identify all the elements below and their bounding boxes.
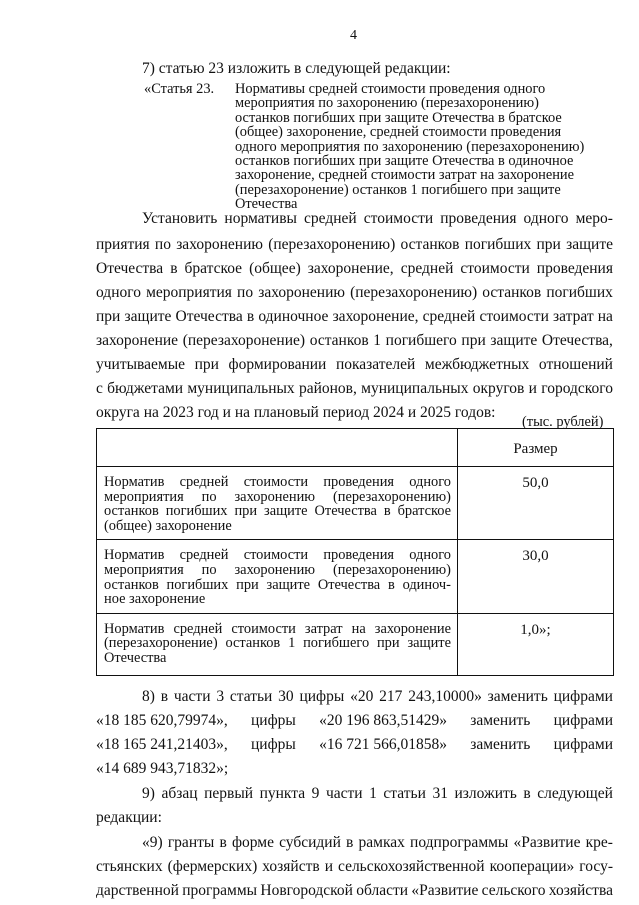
paragraph-line: учитываемые при формировании показателей межбюджетных отношений (96, 356, 613, 373)
paragraph-line: приятия по захоронению (перезахоронению) останков погибших при защите (96, 236, 613, 253)
norm-line: (общее) захоронение (104, 517, 232, 534)
item7-intro: 7) статью 23 изложить в следующей редакции: (142, 60, 451, 77)
paragraph-line: округа на 2023 год и на плановый период 2024 и 2025 годов: (96, 404, 496, 421)
article-title (235, 82, 595, 212)
article-title-line: Нормативы средней стоимости проведения одного (235, 81, 546, 97)
table-row (97, 540, 614, 613)
table-unit: (тыс. рублей) (522, 414, 604, 430)
item8-line: «14 689 943,71832»; (96, 760, 229, 777)
paragraph-line: Установить нормативы средней стоимости проведения одного меро- (142, 210, 613, 227)
norm-line: мероприятия по захоронению (перезахоронению) (104, 561, 451, 578)
page-number: 4 (350, 28, 357, 43)
item9-line: редакции: (96, 809, 162, 826)
norm-value: 1,0»; (520, 621, 551, 638)
norm-line: останков погибших при защите Отечества в братское (104, 503, 451, 520)
table-header-cell (458, 429, 614, 467)
norm-value: 50,0 (522, 475, 549, 491)
paragraph-line: с бюджетами муниципальных районов, муниципальных округов и городского (96, 380, 613, 397)
table-row (97, 467, 614, 540)
table-header-cell (97, 429, 458, 467)
paragraph-line: при защите Отечества в одиночное захоронение, средней стоимости затрат на (96, 308, 613, 325)
item8-line: «18 185 620,79974», цифры «20 196 863,51429» заменить цифрами (96, 712, 613, 729)
paragraph-line: захоронение (перезахоронение) останков 1 погибшего при защите Отечества, (96, 332, 613, 349)
norm-line: (перезахоронение) останков 1 погибшего при защите (104, 635, 451, 652)
item8-line: «18 165 241,21403», цифры «16 721 566,01858» заменить цифрами (96, 736, 613, 753)
article-title-line: захоронение, средней стоимости затрат на захоронение (235, 167, 575, 184)
article-title-line: останков погибших при защите Отечества в братское (235, 109, 562, 126)
item8-line: 8) в части 3 статьи 30 цифры «20 217 243,10000» заменить цифрами (142, 688, 613, 705)
item9-line: 9) абзац первый пункта 9 части 1 статьи 31 изложить в следующей (142, 785, 613, 802)
norm-description (97, 467, 457, 539)
article-label: «Статья 23. (144, 81, 215, 97)
article-title-line: останков погибших при защите Отечества в одиночное (235, 153, 574, 170)
size-header: Размер (513, 441, 558, 457)
norms-table (96, 428, 614, 676)
norm-description (97, 614, 457, 672)
article-title-line: Отечества (235, 196, 298, 213)
norm-value: 30,0 (522, 548, 549, 565)
table-header-row (97, 429, 614, 467)
norm-line: останков погибших при защите Отечества в одиноч- (104, 576, 451, 593)
article-title-line: одного мероприятия по захоронению (перезахоронению) (235, 138, 585, 155)
norm-line: Норматив средней стоимости проведения одного (104, 547, 451, 564)
norm-description (97, 540, 457, 612)
article-title-line: (перезахоронение) останков 1 погибшего при защите (235, 181, 561, 198)
article-title-line: (общее) захоронение, средней стоимости проведения (235, 124, 562, 141)
article-title-line: мероприятия по захоронению (перезахоронению) (235, 95, 539, 112)
item9-quote-line: «9) гранты в форме субсидий в рамках подпрограммы «Развитие кре- (142, 834, 613, 851)
item9-quote-line: дарственной программы Новгородской области «Развитие сельского хозяйства (96, 882, 613, 899)
norm-line: Отечества (104, 649, 167, 666)
paragraph-line: одного мероприятия по захоронению (перезахоронению) останков погибших (96, 284, 613, 301)
norm-line: мероприятия по захоронению (перезахоронению) (104, 488, 451, 505)
norm-line: Норматив средней стоимости проведения одного (104, 474, 451, 490)
item9-quote-line: стьянских (фермерских) хозяйств и сельскохозяйственной кооперации» госу- (96, 858, 613, 875)
paragraph-line: Отечества в братское (общее) захоронение, средней стоимости проведения (96, 260, 613, 277)
norm-line: ное захоронение (104, 591, 206, 608)
norm-line: Норматив средней стоимости затрат на захоронение (104, 620, 451, 637)
table-row (97, 613, 614, 675)
